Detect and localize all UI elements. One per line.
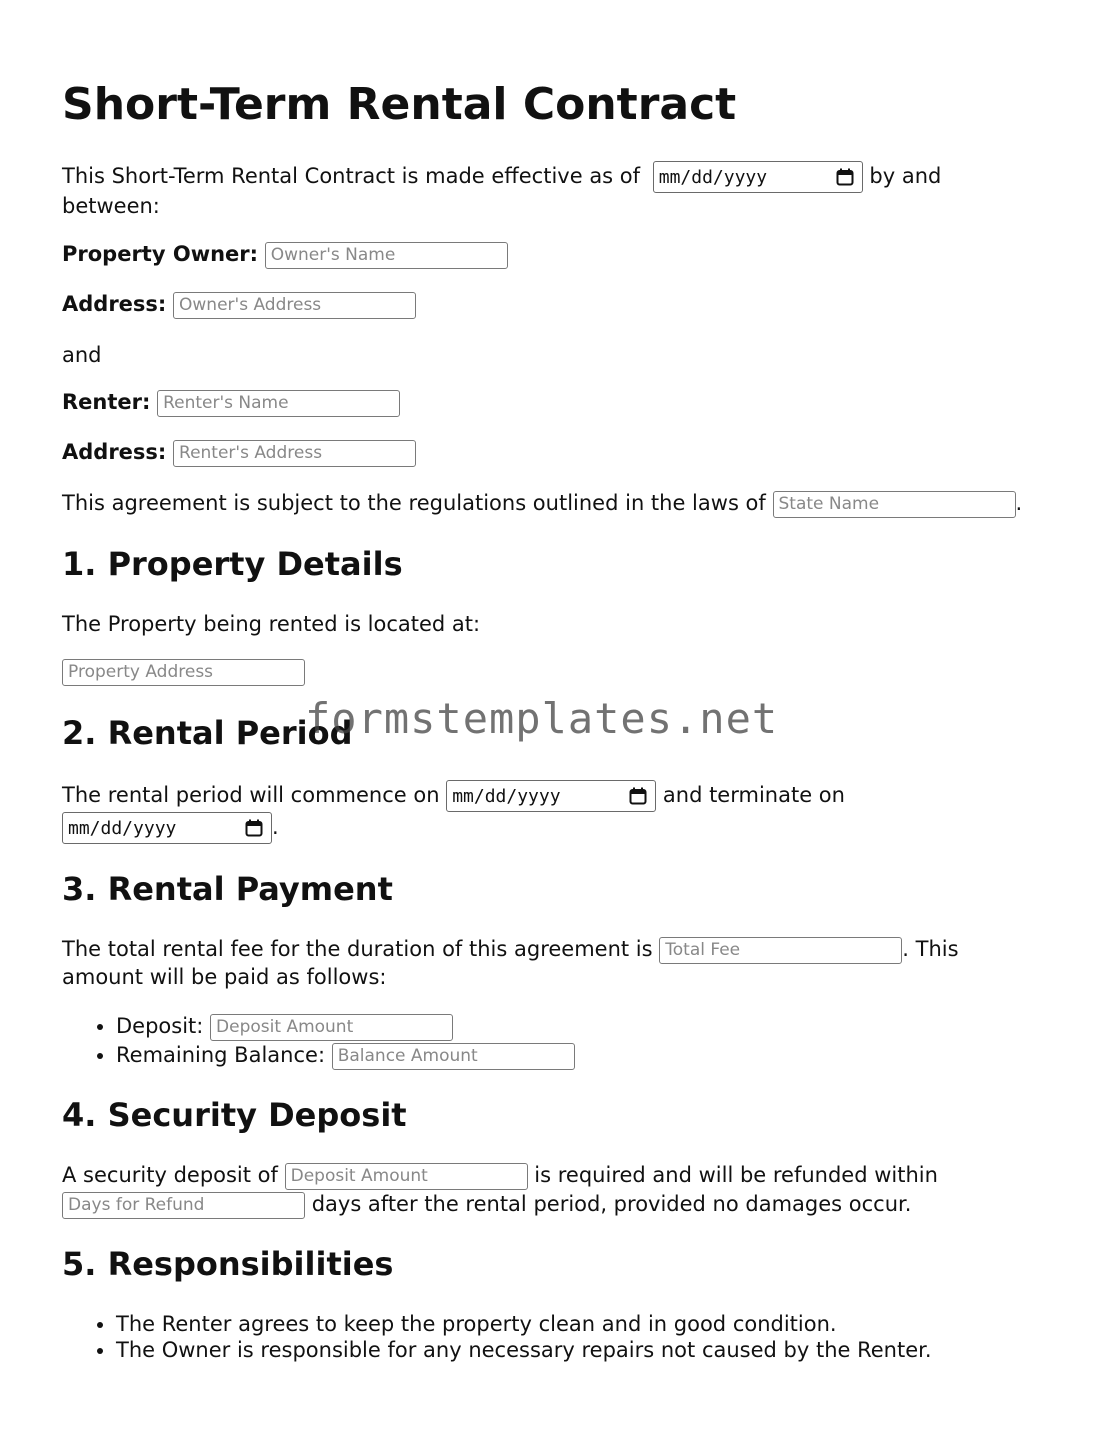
security-deposit-paragraph	[62, 1161, 938, 1190]
intro-text: This Short-Term Rental Contract is made effective as of	[62, 164, 641, 188]
rental-period-mid-text: and terminate on	[662, 783, 845, 807]
laws-paragraph	[62, 489, 1022, 518]
intro-text-after: by and	[869, 164, 942, 188]
responsibilities-list	[62, 1311, 932, 1363]
renter-row	[62, 388, 400, 417]
renter-address-input[interactable]: Renter's Address	[173, 440, 416, 467]
section-responsibilities-heading: 5. Responsibilities	[62, 1245, 394, 1283]
effective-date-input[interactable]	[653, 161, 863, 193]
owner-address-input[interactable]: Owner's Address	[173, 292, 416, 319]
renter-name-input[interactable]: Renter's Name	[157, 390, 400, 417]
rental-period-paragraph	[62, 780, 845, 812]
start-date-placeholder: mm/dd/yyyy	[452, 785, 561, 807]
laws-period: .	[1015, 491, 1023, 515]
state-name-input[interactable]: State Name	[773, 491, 1016, 518]
renter-address-label: Address:	[62, 440, 167, 464]
owner-address-label: Address:	[62, 292, 167, 316]
owner-row	[62, 240, 508, 269]
deposit-amount-input[interactable]: Deposit Amount	[210, 1014, 453, 1041]
end-date-input[interactable]	[62, 812, 272, 844]
start-date-input[interactable]	[446, 780, 656, 812]
end-date-row	[62, 812, 279, 844]
property-location-text: The Property being rented is located at:	[62, 612, 481, 636]
laws-text: This agreement is subject to the regulations outlined in the laws of	[62, 491, 766, 515]
deposit-label: Deposit:	[116, 1014, 204, 1038]
owner-name-input[interactable]: Owner's Name	[265, 242, 508, 269]
section-rental-period-heading: 2. Rental Period	[62, 714, 353, 752]
and-text: and	[62, 343, 102, 367]
end-date-period: .	[272, 815, 279, 839]
section-rental-payment-heading: 3. Rental Payment	[62, 870, 393, 908]
balance-label: Remaining Balance:	[116, 1043, 326, 1067]
section-property-details-heading: 1. Property Details	[62, 545, 403, 583]
balance-amount-input[interactable]: Balance Amount	[332, 1043, 575, 1070]
end-date-placeholder: mm/dd/yyyy	[68, 817, 177, 839]
security-deposit-input[interactable]: Deposit Amount	[285, 1163, 528, 1190]
list-item	[116, 1041, 575, 1070]
intro-paragraph	[62, 161, 941, 193]
page-title: Short-Term Rental Contract	[62, 79, 737, 130]
calendar-icon[interactable]	[629, 787, 647, 805]
renter-address-row	[62, 438, 416, 467]
effective-date-placeholder: mm/dd/yyyy	[658, 166, 768, 188]
security-deposit-text: A security deposit of	[62, 1163, 278, 1187]
rental-period-text: The rental period will commence on	[62, 783, 440, 807]
rental-fee-text: The total rental fee for the duration of this agreement is	[62, 937, 653, 961]
calendar-icon[interactable]	[245, 819, 263, 837]
refund-days-text: days after the rental period, provided no damages occur.	[311, 1192, 912, 1216]
refund-days-input[interactable]: Days for Refund	[62, 1192, 305, 1219]
rental-fee-paragraph	[62, 935, 959, 964]
intro-between: between:	[62, 194, 160, 218]
property-address-input[interactable]: Property Address	[62, 659, 305, 686]
payment-list	[62, 1012, 575, 1070]
list-item: • The Renter agrees to keep the property clean and in good condition.	[116, 1311, 932, 1337]
refund-days-row	[62, 1190, 911, 1219]
list-item	[116, 1012, 575, 1041]
watermark: formstemplates.net	[305, 694, 779, 743]
contract-document	[62, 0, 1052, 130]
payment-intro-text: amount will be paid as follows:	[62, 965, 387, 989]
owner-label: Property Owner:	[62, 242, 259, 266]
section-security-deposit-heading: 4. Security Deposit	[62, 1096, 407, 1134]
security-deposit-mid-text: is required and will be refunded within	[534, 1163, 938, 1187]
list-item: • The Owner is responsible for any necessary repairs not caused by the Renter.	[116, 1337, 932, 1363]
owner-address-row	[62, 290, 416, 319]
rental-fee-after: . This	[902, 937, 959, 961]
renter-label: Renter:	[62, 390, 151, 414]
calendar-icon[interactable]	[836, 168, 854, 186]
total-fee-input[interactable]: Total Fee	[659, 937, 902, 964]
